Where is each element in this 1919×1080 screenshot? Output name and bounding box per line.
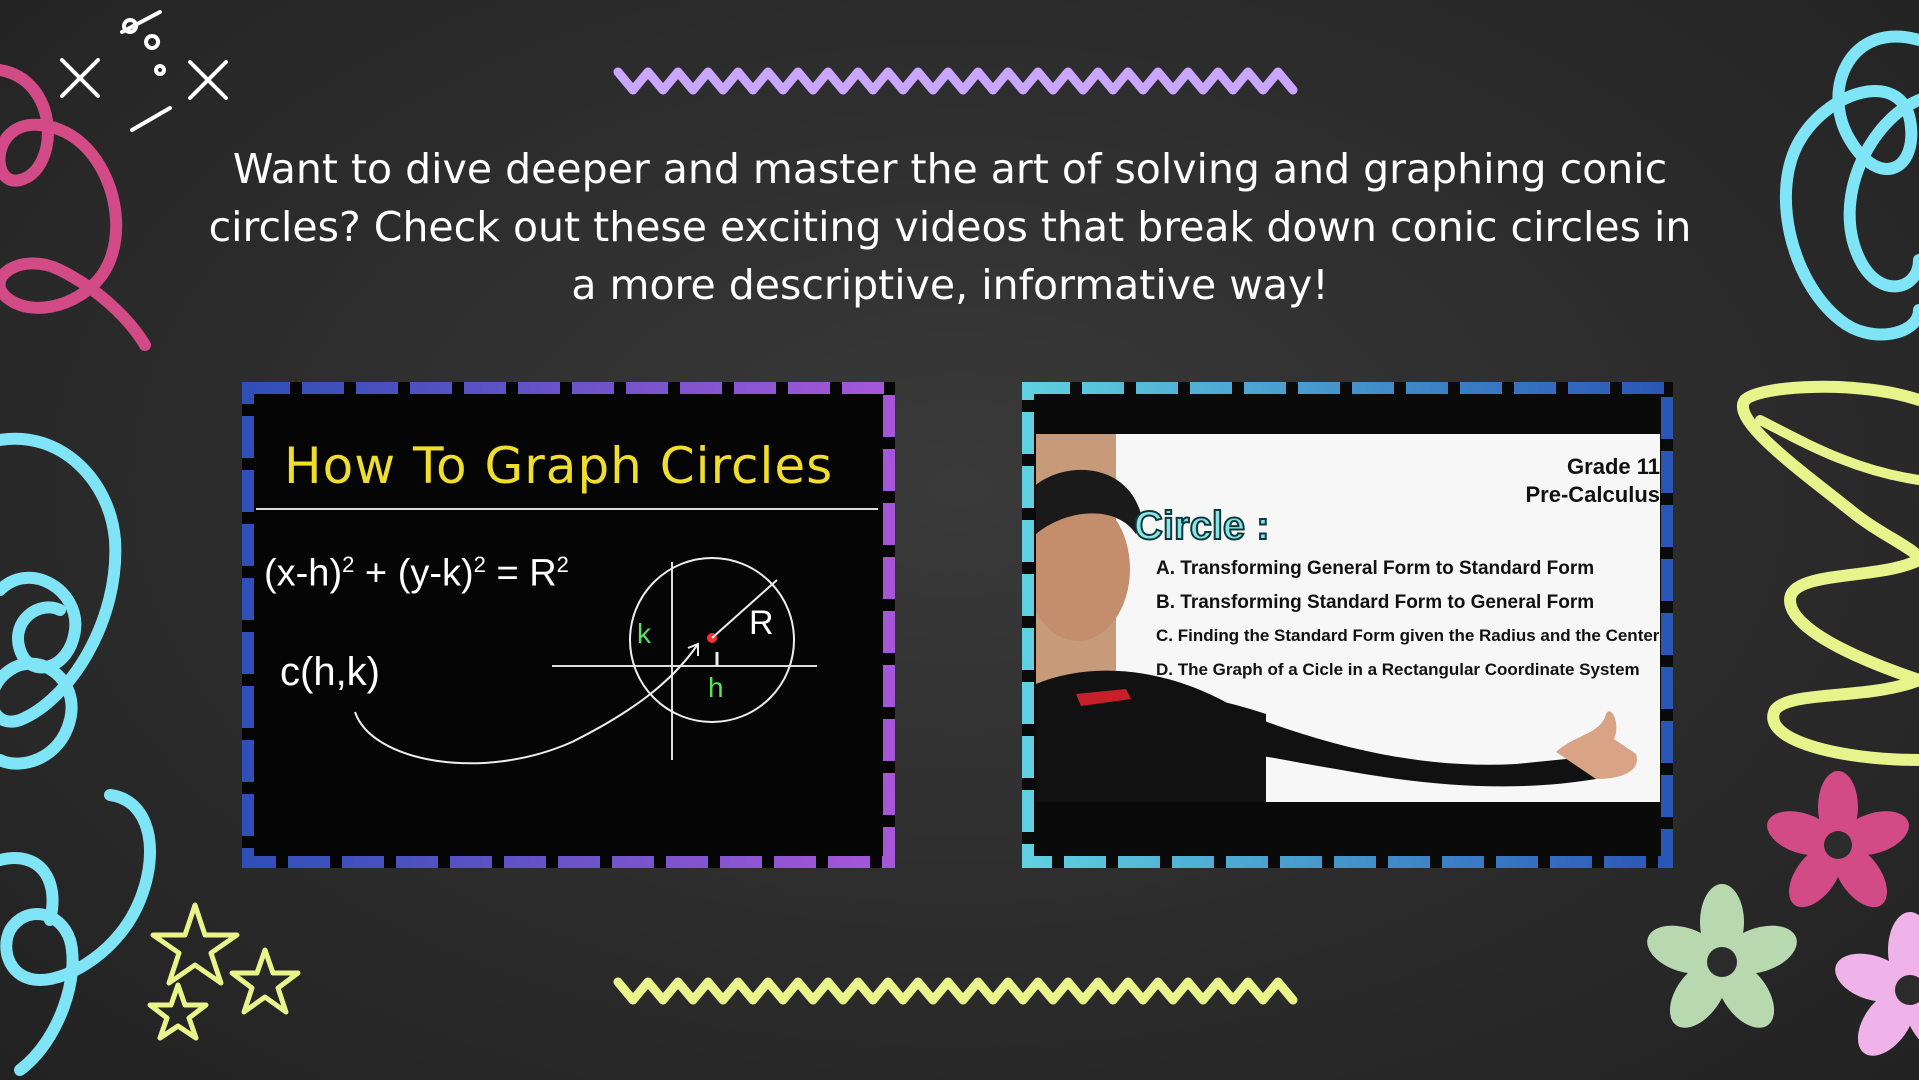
cyan-swirl-left-3 (6, 795, 150, 1070)
graph-label-h: h (708, 672, 724, 703)
video-thumbnail-graph-circles[interactable] (242, 382, 895, 868)
term-x: (x-h) (264, 552, 343, 595)
video-1-title: How To Graph Circles (284, 437, 834, 495)
grade-label: Grade 11 (1567, 454, 1660, 479)
topic-item: D. The Graph of a Cicle in a Rectangular Coordinate System (1156, 660, 1640, 679)
green-flower (1641, 884, 1803, 1038)
cyan-swirl-left-1 (0, 439, 115, 764)
subject-label: Pre-Calculus (1525, 482, 1660, 507)
lesson-heading: Circle : (1134, 504, 1270, 548)
stars-doodle (150, 905, 298, 1038)
wave-top (618, 72, 1293, 90)
lime-scribble (1743, 387, 1919, 760)
term-y: (y-k) (397, 552, 474, 595)
topic-item: C. Finding the Standard Form given the Radius and the Center (1156, 626, 1660, 645)
graph-label-k: k (637, 618, 651, 649)
exponent: 2 (473, 552, 486, 577)
pink-swirl (0, 70, 145, 345)
plus-sign: + (364, 552, 388, 595)
wave-bottom (618, 982, 1293, 1000)
topic-item: A. Transforming General Form to Standard Form (1156, 558, 1595, 579)
topic-item: B. Transforming Standard Form to General Form (1156, 592, 1595, 613)
lilac-flower (1829, 912, 1919, 1066)
graph-label-r: R (749, 604, 774, 642)
center-label: c(h,k) (280, 650, 380, 694)
exponent: 2 (342, 552, 355, 577)
intro-text: Want to dive deeper and master the art of solving and graphing conic circles? Check out these exciting videos that break down conic circles in a more descriptive, informative way! (208, 145, 1692, 309)
pink-flower (1761, 771, 1914, 917)
equals-r: = R (496, 552, 557, 595)
math-symbols-doodle (62, 12, 226, 130)
dashed-frame (1022, 382, 1673, 868)
exponent: 2 (556, 552, 569, 577)
circle-graph (242, 382, 895, 868)
video-thumbnail-circle-lesson[interactable] (1022, 382, 1673, 868)
cyan-swirl-left-2 (0, 578, 75, 668)
